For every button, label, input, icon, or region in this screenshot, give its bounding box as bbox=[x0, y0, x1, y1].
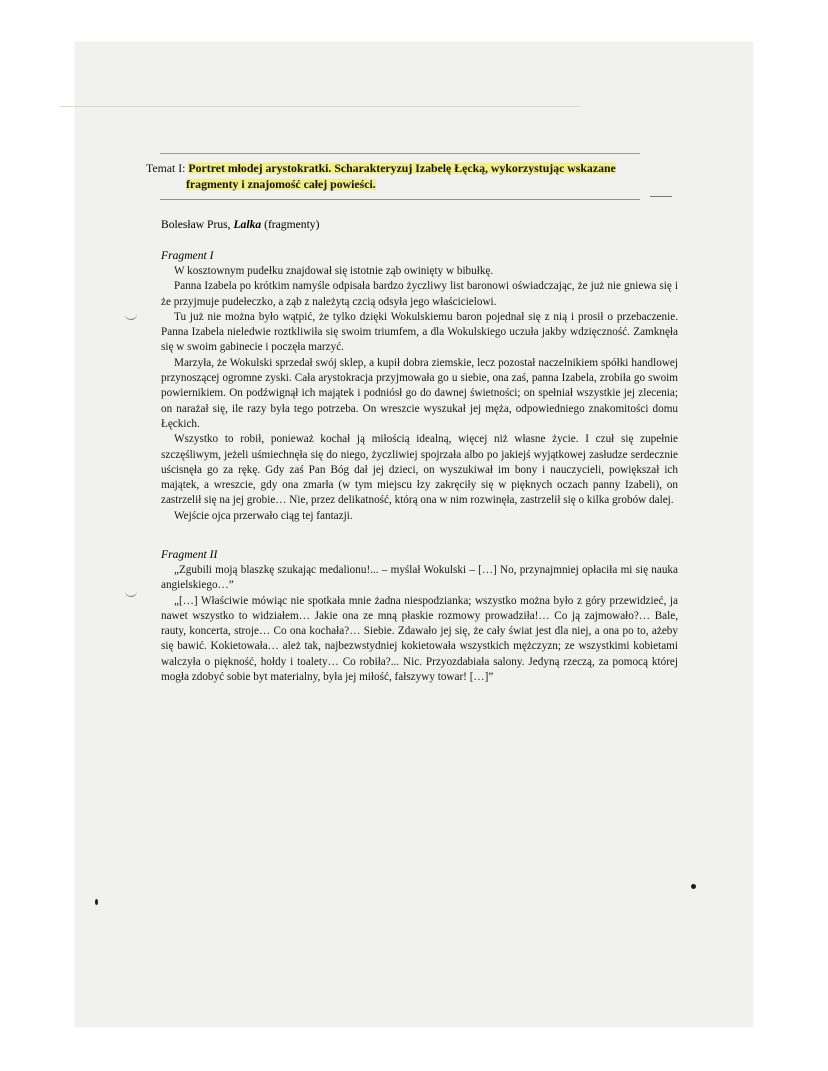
fragment-1-paragraph: Panna Izabela po krótkim namyśle odpisała bardzo życzliwy list baronowi oświadczając, że już nie gniewa się i że przyjmuje pudełeczko, a ząb z należytą czcią odsyła jego właścicielowi. bbox=[161, 280, 678, 308]
bottom-rule bbox=[160, 199, 640, 200]
fragment-1-paragraph: Tu już nie można było wątpić, że tylko dzięki Wokulskiemu baron pojednał się z nią i prosił o przebaczenie. Panna Izabela nieledwie roztkliwiła się swoim triumfem, a dla Wokulskiego uczuła jakby wdzięczność. Zamknęła się w swoim gabinecie i poczęła marzyć. bbox=[161, 310, 678, 354]
author-name: Bolesław Prus, bbox=[161, 218, 231, 231]
fragment-2-text bbox=[161, 563, 678, 685]
fragment-1-paragraph: Wszystko to robił, ponieważ kochał ją miłością idealną, więcej niż własne życie. I czuł się zupełnie szczęśliwym, jeżeli uśmiechnęła się do niego, życzliwiej spojrzała albo po jakiejś wyjątkowej zasłudze serdecznie uścisnęła go za rękę. Gdy zaś Pan Bóg dał jej dzieci, on wyszukiwał im bony i nauczycieli, powiększał ich majątek, a wreszcie, gdy ona zmarła (w tym miejscu łzy zakręciły się w pięknych oczach panny Izabeli), on zastrzelił się na jej grobie… Nie, przez delikatność, którą ona w nim rozwinęła, zastrzelił się o kilka grobów dalej. bbox=[161, 433, 678, 507]
assignment-title bbox=[146, 160, 676, 192]
faint-top-rule bbox=[60, 106, 580, 107]
fragment-1-paragraph: Marzyła, że Wokulski sprzedał swój sklep, a kupił dobra ziemskie, lecz pozostał naczelnikiem spółki handlowej przynoszącej ogromne zyski. Cała arystokracja przyjmowała go u siebie, ona zaś, panna Izabela, zrobiła go swoim powiernikiem. On podźwignął ich majątek i podniósł go do dawnej świetności; on spełniał wszystkie jej zlecenia; on narażał się, ile razy była tego potrzeba. On wreszcie wyszukał jej męża, odpowiedniego znakomitości domu Łęckich. bbox=[161, 356, 678, 430]
speck-mark bbox=[691, 884, 696, 889]
fragment-1-paragraph: W kosztownym pudełku znajdował się istotnie ząb owinięty w bibułkę. bbox=[174, 265, 494, 277]
title-line-1 bbox=[146, 160, 676, 176]
title-text-line2: fragmenty i znajomość całej powieści. bbox=[186, 177, 376, 191]
fragment-2-heading: Fragment II bbox=[161, 548, 218, 561]
author-line bbox=[161, 218, 319, 231]
work-title: Lalka bbox=[233, 218, 262, 231]
title-line-2 bbox=[146, 176, 676, 192]
fragment-2-paragraph: „Zgubili moją blaszkę szukając medalionu!... – myślał Wokulski – […] No, przynajmniej opłaciła mi się nauka angielskiego…” bbox=[161, 564, 678, 592]
author-note: (fragmenty) bbox=[264, 218, 320, 231]
fragment-1-paragraph: Wejście ojca przerwało ciąg tej fantazji. bbox=[174, 509, 353, 522]
speck-mark bbox=[95, 899, 98, 905]
right-rule bbox=[650, 196, 672, 197]
title-label: Temat I: bbox=[146, 161, 186, 175]
fragment-2-paragraph: „[…] Właściwie mówiąc nie spotkała mnie żadna niespodzianka; wszystko można było z góry przewidzieć, ja nawet wszystko to widziałem… Jakie ona ze mną płaskie rozmowy prowadziła!… Co ją zajmowało?… Bale, rauty, koncerta, stroje… Co ona kochała?… Siebie. Zdawało jej się, że cały świat jest dla niej, a ona po to, ażeby się bawić. Kokietowała… ależ tak, najbezwstydniej kokietowała wszystkich mężczyzn; ze wszystkimi kobietami walczyła o piękność, hołdy i toalety… Co robiła?... Nic. Przyozdabiała salony. Jedyną rzeczą, za pomocą której mogła zdobyć sobie byt materialny, była jej miłość, fałszywy towar! […]” bbox=[161, 594, 678, 684]
title-text-line1: Portret młodej arystokratki. Scharakteryzuj Izabelę Łęcką, wykorzystując wskazane bbox=[188, 161, 616, 175]
top-rule bbox=[160, 153, 640, 154]
fragment-1-text bbox=[161, 264, 678, 524]
fragment-1-heading: Fragment I bbox=[161, 249, 214, 262]
